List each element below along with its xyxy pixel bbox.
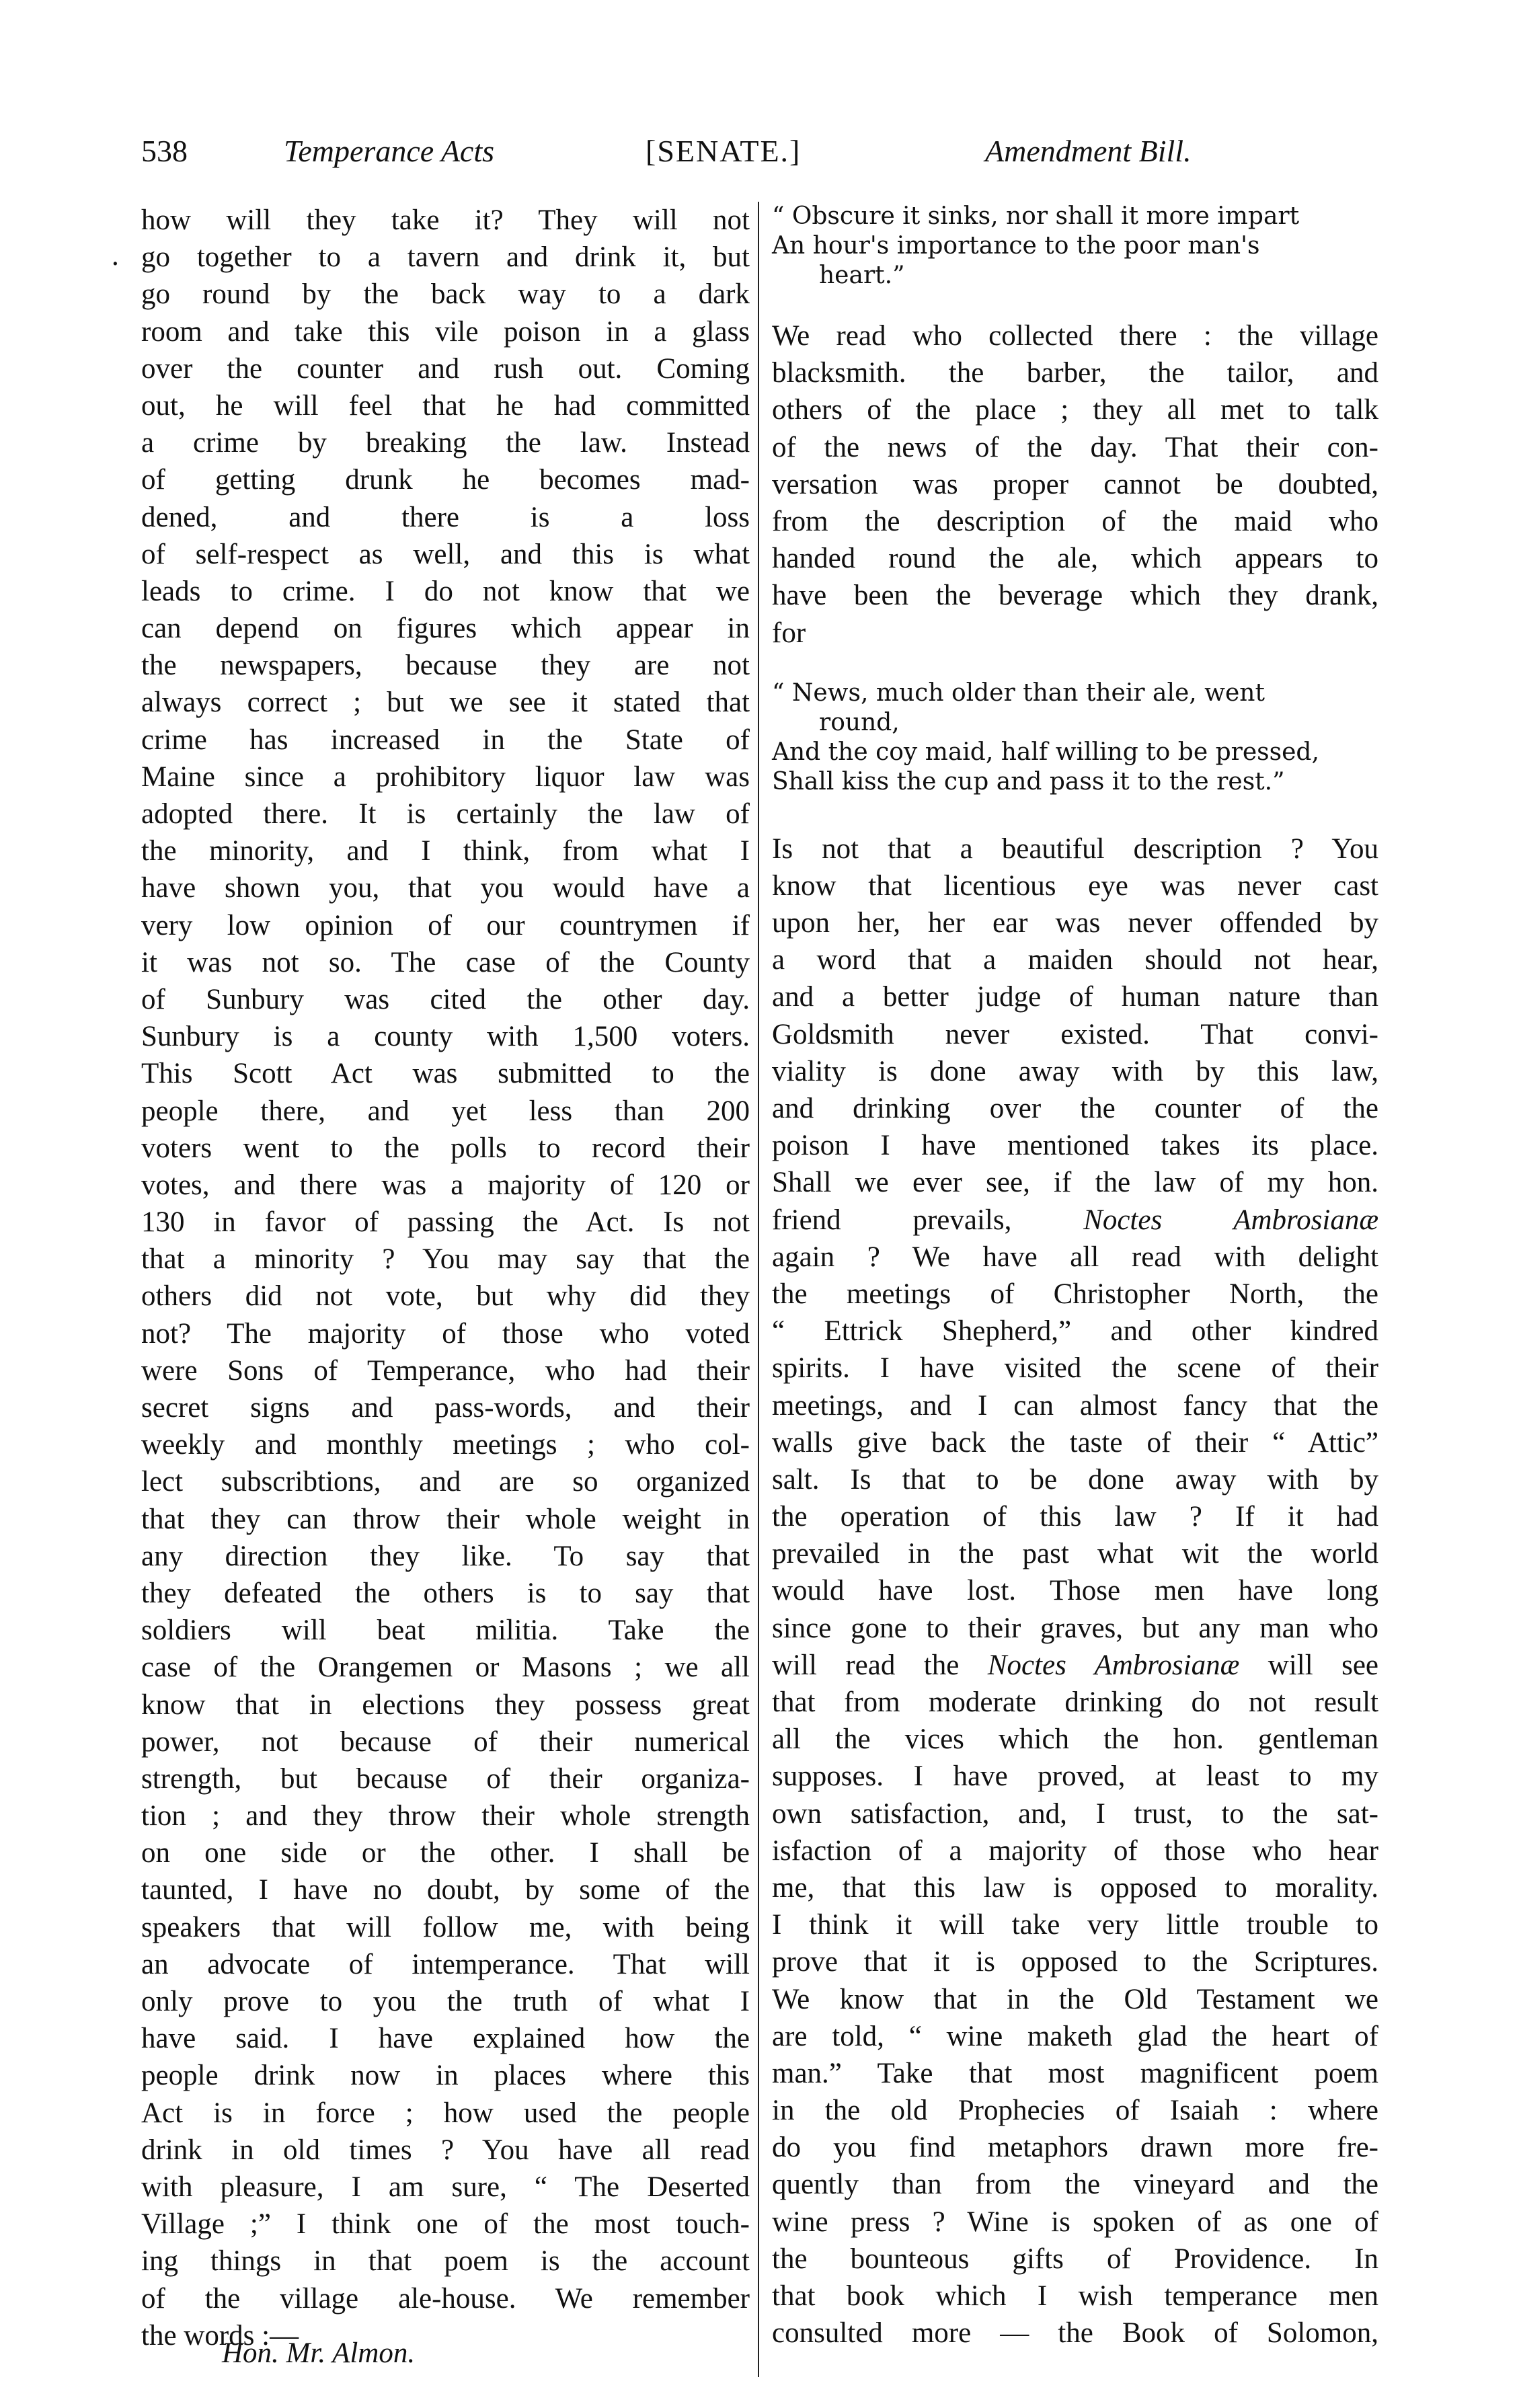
text-line: quently than from the vineyard and the [772, 2169, 1378, 2201]
text-line: go round by the back way to a dark [141, 278, 750, 311]
text-line: of the news of the day. That their con- [772, 431, 1378, 463]
text-line: “ Ettrick Shepherd,” and other kindred [772, 1315, 1378, 1348]
noctes-title-1: Noctes Ambrosianæ [1083, 1204, 1378, 1236]
text-line: weekly and monthly meetings ; who col- [141, 1429, 750, 1461]
text-line: I think it will take very little trouble to [772, 1909, 1378, 1941]
text-line: salt. Is that to be done away with by [772, 1463, 1378, 1496]
text-line: have been the beverage which they drank, [772, 580, 1378, 612]
text-line: again ? We have all read with delight [772, 1241, 1378, 1273]
verse-quote-1 [772, 202, 1378, 290]
text-line: meetings, and I can almost fancy that the [772, 1389, 1378, 1422]
text-line: have said. I have explained how the [141, 2023, 750, 2055]
text-line: that a minority ? You may say that the [141, 1243, 750, 1276]
text-line: and a better judge of human nature than [772, 981, 1378, 1013]
text-line: very low opinion of our countrymen if [141, 909, 750, 941]
paragraph-1 [772, 317, 1378, 652]
column-rule [758, 202, 759, 2377]
text-line: voters went to the polls to record their [141, 1132, 750, 1164]
text-line: consulted more — the Book of Solomon, [772, 2317, 1378, 2349]
text-line: 130 in favor of passing the Act. Is not [141, 1206, 750, 1239]
text-line: it was not so. The case of the County [141, 946, 750, 978]
text-line: in the old Prophecies of Isaiah : where [772, 2095, 1378, 2127]
text-line: ing things in that poem is the account [141, 2245, 750, 2278]
header-left-title: Temperance Acts [284, 134, 495, 168]
paragraph-2-continued [772, 1239, 1378, 1647]
header-center-title: [SENATE.] [646, 134, 802, 168]
text-line: have shown you, that you would have a [141, 872, 750, 904]
text-line: over the counter and rush out. Coming [141, 352, 750, 385]
text-line: leads to crime. I do not know that we [141, 575, 750, 607]
text-line: blacksmith. the barber, the tailor, and [772, 357, 1378, 389]
text-line: with pleasure, I am sure, “ The Deserted [141, 2171, 750, 2203]
text-line: upon her, her ear was never offended by [772, 907, 1378, 939]
text-line: for [772, 617, 806, 649]
verse-line: And the coy maid, half willing to be pressed, [772, 738, 1319, 766]
text-line: We read who collected there : the village [772, 320, 1378, 352]
text-line: taunted, I have no doubt, by some of the [141, 1874, 750, 1906]
text-line: how will they take it? They will not [141, 204, 750, 236]
margin-mark: . [111, 241, 120, 272]
text-line: Is not that a beautiful description ? You [772, 832, 1378, 865]
text-line: would have lost. Those men have long [772, 1575, 1378, 1607]
text-line: go together to a tavern and drink it, but [141, 241, 750, 274]
text-line: prove that it is opposed to the Scriptures. [772, 1946, 1378, 1978]
running-header [141, 133, 1244, 180]
text-line: on one side or the other. I shall be [141, 1837, 750, 1869]
text-line: are told, “ wine maketh glad the heart of [772, 2020, 1378, 2052]
text-line: they defeated the others is to say that [141, 1577, 750, 1609]
text-line: versation was proper cannot be doubted, [772, 468, 1378, 500]
text-line: from the description of the maid who [772, 505, 1378, 537]
text-line: that they can throw their whole weight in [141, 1503, 750, 1535]
text-line: room and take this vile poison in a glass [141, 315, 750, 348]
text-line: spirits. I have visited the scene of their [772, 1352, 1378, 1385]
text-line: wine press ? Wine is spoken of as one of [772, 2206, 1378, 2238]
text-line: the meetings of Christopher North, the [772, 1278, 1378, 1310]
text-line: of getting drunk he becomes mad- [141, 464, 750, 496]
text-line: a crime by breaking the law. Instead [141, 427, 750, 459]
text-line: the bounteous gifts of Providence. In [772, 2243, 1378, 2275]
text-line: adopted there. It is certainly the law of [141, 798, 750, 830]
text-line-noctes: will read the Noctes Ambrosianæ will see [772, 1649, 1378, 1681]
text-line: soldiers will beat militia. Take the [141, 1615, 750, 1647]
text-line: only prove to you the truth of what I [141, 1986, 750, 2017]
text-line: a word that a maiden should not hear, [772, 944, 1378, 976]
text-line: votes, and there was a majority of 120 or [141, 1169, 750, 1201]
text-line: an advocate of intemperance. That will [141, 1948, 750, 1980]
text-line: power, not because of their numerical [141, 1725, 750, 1758]
paragraph-2 [772, 830, 1378, 1202]
text-line: know that in elections they possess great [141, 1688, 750, 1721]
text-line: Sunbury is a county with 1,500 voters. [141, 1021, 750, 1053]
header-right-title: Amendment Bill. [985, 134, 1192, 168]
text-line: others did not vote, but why did they [141, 1280, 750, 1313]
text-line: out, he will feel that he had committed [141, 389, 750, 422]
text-line: crime has increased in the State of [141, 724, 750, 756]
verse-line: “ News, much older than their ale, went [772, 678, 1265, 707]
text-line: others of the place ; they all met to talk [772, 394, 1378, 426]
verse-line: round, [819, 708, 900, 736]
right-column [772, 202, 1378, 2352]
text-line: case of the Orangemen or Masons ; we all [141, 1652, 750, 1684]
text-line: that book which I wish temperance men [772, 2280, 1378, 2312]
text-line: not? The majority of those who voted [141, 1317, 750, 1350]
verse-line: An hour's importance to the poor man's [772, 232, 1260, 260]
text-line: of the village ale-house. We remember [141, 2282, 750, 2315]
text-line: of Sunbury was cited the other day. [141, 983, 750, 1015]
text-line: know that licentious eye was never cast [772, 869, 1378, 902]
text-line: of self-respect as well, and this is what [141, 538, 750, 570]
text-line: me, that this law is opposed to morality. [772, 1871, 1378, 1904]
text-line: always correct ; but we see it stated that [141, 687, 750, 719]
text-line: We know that in the Old Testament we [772, 1983, 1378, 2015]
text-line: the words :— [141, 2319, 299, 2352]
text-line: since gone to their graves, but any man who [772, 1612, 1378, 1644]
text-line: secret signs and pass-words, and their [141, 1392, 750, 1424]
verse-line: heart.” [819, 262, 905, 289]
text-line: the minority, and I think, from what I [141, 835, 750, 867]
noctes-title-2: Noctes Ambrosianæ [987, 1649, 1240, 1681]
text-line: the operation of this law ? If it had [772, 1501, 1378, 1533]
text-line: people there, and yet less than 200 [141, 1095, 750, 1127]
text-line: isfaction of a majority of those who hear [772, 1834, 1378, 1867]
text-line: Village ;” I think one of the most touch- [141, 2208, 750, 2241]
text-line: drink in old times ? You have all read [141, 2134, 750, 2166]
text-line: prevailed in the past what wit the world [772, 1538, 1378, 1570]
text-line-friend: friend prevails, Noctes Ambrosianæ [772, 1204, 1378, 1236]
text-line: can depend on figures which appear in [141, 613, 750, 645]
text-line: Shall we ever see, if the law of my hon. [772, 1167, 1378, 1199]
text-line: people drink now in places where this [141, 2060, 750, 2092]
text-line: Act is in force ; how used the people [141, 2097, 750, 2129]
speaker-signature: Hon. Mr. Almon. [222, 2337, 416, 2369]
text-line: any direction they like. To say that [141, 1540, 750, 1572]
page-number: 538 [141, 134, 188, 168]
text-line: strength, but because of their organiza- [141, 1762, 750, 1795]
text-line: tion ; and they throw their whole strength [141, 1800, 750, 1832]
verse-line: Shall kiss the cup and pass it to the rest.” [772, 767, 1285, 795]
text-line: were Sons of Temperance, who had their [141, 1354, 750, 1387]
text-line: all the vices which the hon. gentleman [772, 1723, 1378, 1756]
text-line: that from moderate drinking do not result [772, 1686, 1378, 1718]
text-line: do you find metaphors drawn more fre- [772, 2132, 1378, 2164]
text-line: supposes. I have proved, at least to my [772, 1760, 1378, 1793]
paragraph-2-end [772, 1684, 1378, 2352]
text-line: man.” Take that most magnificent poem [772, 2057, 1378, 2089]
text-line: poison I have mentioned takes its place. [772, 1130, 1378, 1162]
text-line: the newspapers, because they are not [141, 650, 750, 682]
text-line: walls give back the taste of their “ Attic” [772, 1426, 1378, 1459]
text-line: and drinking over the counter of the [772, 1093, 1378, 1124]
text-line: lect subscribtions, and are so organized [141, 1466, 750, 1498]
text-line: Maine since a prohibitory liquor law was [141, 761, 750, 793]
verse-quote-2 [772, 678, 1378, 797]
text-line: speakers that will follow me, with being [141, 1911, 750, 1943]
text-line: own satisfaction, and, I trust, to the sat- [772, 1797, 1378, 1830]
text-line: dened, and there is a loss [141, 501, 750, 533]
verse-line: “ Obscure it sinks, nor shall it more impart [772, 202, 1300, 230]
text-line: This Scott Act was submitted to the [141, 1058, 750, 1090]
text-line: handed round the ale, which appears to [772, 543, 1378, 575]
text-line: Goldsmith never existed. That convi- [772, 1018, 1378, 1050]
text-line: viality is done away with by this law, [772, 1055, 1378, 1087]
left-column [141, 202, 750, 2354]
